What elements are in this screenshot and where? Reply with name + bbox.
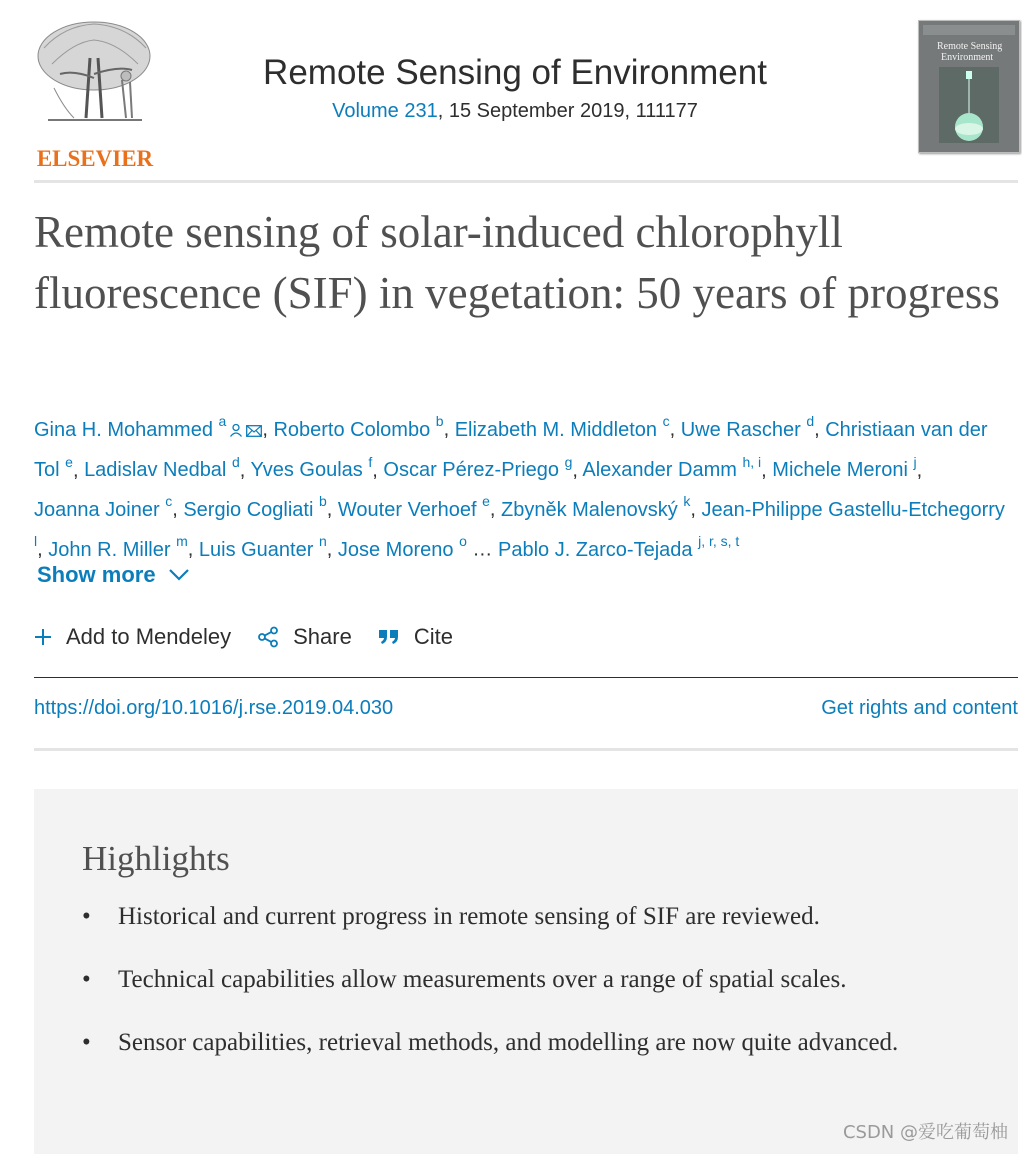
author-link[interactable]: Ladislav Nedbal $^d$ xyxy=(84,453,240,482)
elsevier-logo[interactable] xyxy=(34,18,156,171)
issue-date-text: , 15 September 2019, 111177 xyxy=(437,100,698,122)
author-link[interactable]: Joanna Joiner $^c$ xyxy=(34,493,173,521)
author-link[interactable]: Sergio Cogliati $^b$ xyxy=(183,493,327,521)
volume-link[interactable]: Volume 231 xyxy=(332,100,438,122)
bullet-icon: • xyxy=(82,903,91,930)
share-label: Share xyxy=(293,624,352,649)
article-actions xyxy=(34,622,479,652)
author-link[interactable]: Michele Meroni $^j$ xyxy=(772,453,917,482)
email-icon[interactable] xyxy=(246,415,262,448)
author-link[interactable]: John R. Miller $^m$ xyxy=(48,532,188,561)
show-more-label: Show more xyxy=(37,562,156,587)
journal-title[interactable]: Remote Sensing of Environment xyxy=(263,53,767,92)
author-link[interactable]: Yves Goulas $^f$ xyxy=(250,453,373,482)
chevron-down-icon xyxy=(168,562,190,588)
author-link[interactable]: Roberto Colombo $^b$ xyxy=(273,413,444,441)
authors-ellipsis: … xyxy=(466,538,498,561)
divider xyxy=(34,748,1018,751)
cover-title-line2: Environment xyxy=(941,52,994,63)
person-icon xyxy=(229,415,243,448)
show-more-button[interactable] xyxy=(37,562,190,588)
plus-icon xyxy=(34,628,52,646)
article-page xyxy=(34,0,1018,1154)
share-button[interactable] xyxy=(257,624,352,650)
cite-button[interactable] xyxy=(378,624,453,650)
divider xyxy=(34,677,1018,678)
tree-emblem-icon xyxy=(34,18,156,126)
rights-link[interactable]: Get rights and content xyxy=(821,697,1018,719)
author-link[interactable]: Jose Moreno $^o$ xyxy=(337,532,467,561)
author-link[interactable]: Elizabeth M. Middleton $^c$ xyxy=(454,413,670,441)
highlights-title: Highlights xyxy=(82,839,230,878)
quote-icon xyxy=(378,629,400,645)
author-link[interactable]: Uwe Rascher $^d$ xyxy=(680,413,815,441)
journal-cover[interactable] xyxy=(918,20,1020,153)
author-link[interactable]: Alexander Damm $^{h, i}$ xyxy=(582,453,762,482)
share-icon xyxy=(257,626,279,648)
highlight-item: • Technical capabilities allow measurements over a range of spatial scales. xyxy=(82,960,962,999)
author-link[interactable]: Oscar Pérez-Priego $^g$ xyxy=(383,453,573,482)
mendeley-label: Add to Mendeley xyxy=(66,624,232,649)
bullet-icon: • xyxy=(82,1029,91,1056)
highlight-item: • Sensor capabilities, retrieval methods, and modelling are now quite advanced. xyxy=(82,1023,962,1062)
author-link[interactable]: Zbyněk Malenovský $^k$ xyxy=(501,493,691,521)
journal-header xyxy=(34,0,1018,183)
author-link[interactable]: Luis Guanter $^n$ xyxy=(198,532,327,561)
add-to-mendeley-button[interactable] xyxy=(34,624,231,650)
author-link[interactable]: Pablo J. Zarco-Tejada $^{j, r, s, t}$ xyxy=(497,532,740,561)
bullet-icon: • xyxy=(82,966,91,993)
cover-image-icon xyxy=(919,21,1019,152)
watermark-text: CSDN @爱吃葡萄柚 xyxy=(842,1122,1008,1143)
journal-issue-meta xyxy=(214,100,816,123)
author-link[interactable]: Wouter Verhoef $^e$ xyxy=(337,493,490,521)
cite-label: Cite xyxy=(413,624,453,649)
author-list: Gina H. Mohammed $^a$ , Roberto Colombo $^b$, Elizabeth M. Middleton $^c$, Uwe Rascher $^d$, Christiaan van der Tol $^e$, Ladislav Nedbal $^d$, Yves Goulas $^f$, Oscar Pérez-Priego $^g$, Alexander Damm $^{h, i}$, Michele Meroni $^j$, Joanna Joiner $^c$, Sergio Cogliati $^b$, Wouter Verhoef $^e$, Zbyněk Malenovský $^k$, Jean-Philippe Gastellu-Etchegorry $^l$, John R. Miller $^m$, Luis Guanter $^n$, Jose Moreno $^o$ … Pablo J. Zarco-Tejada $^{j, r, s, t}$ xyxy=(34,413,1005,561)
highlights-list xyxy=(82,897,962,1086)
highlights-section xyxy=(34,789,1018,1154)
article-title: Remote sensing of solar-induced chlorophyll fluorescence (SIF) in vegetation: 50 years of progress xyxy=(34,207,1000,318)
author-link[interactable]: Gina H. Mohammed $^a$ xyxy=(34,419,262,441)
publisher-wordmark: ELSEVIER xyxy=(36,146,154,171)
doi-link[interactable]: https://doi.org/10.1016/j.rse.2019.04.030 xyxy=(34,697,394,719)
journal-info xyxy=(214,52,816,123)
cover-title-line1: Remote Sensing xyxy=(937,41,1003,52)
highlight-item: • Historical and current progress in remote sensing of SIF are reviewed. xyxy=(82,897,962,936)
author-link[interactable]: Jean-Philippe Gastellu-Etchegorry $^l$ xyxy=(34,498,1005,549)
author-link[interactable]: Christiaan van der Tol $^e$ xyxy=(34,418,988,482)
